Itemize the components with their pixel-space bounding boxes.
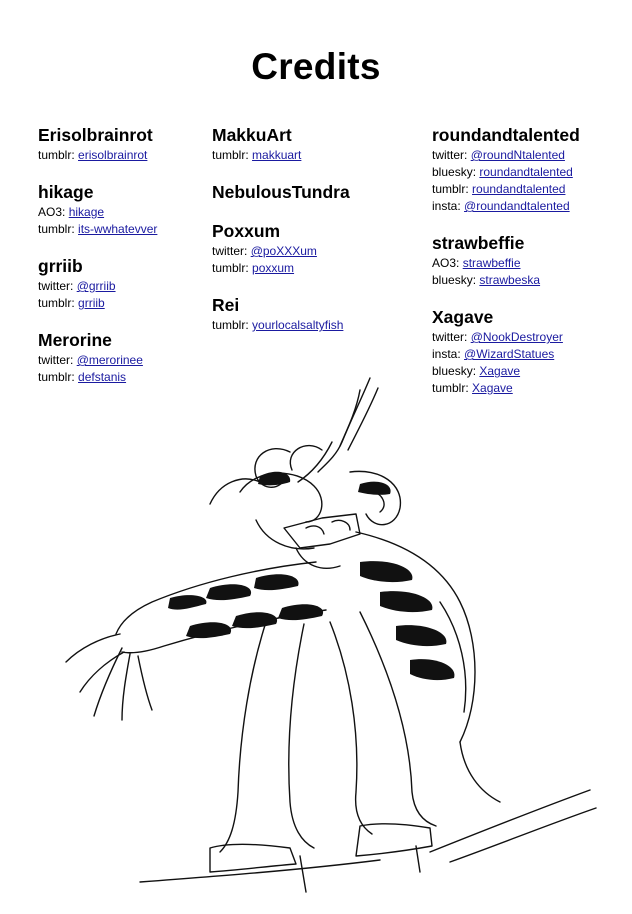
credit-entry-nebuloustundra [212,181,427,203]
site-label: insta: [432,199,461,213]
credit-link-row [38,278,203,295]
credit-entry-erisolbrainrot [38,124,203,164]
credit-link-row [212,317,427,334]
credit-link-row [432,181,622,198]
credit-entry-rei [212,294,427,334]
credit-link-row [432,255,622,272]
profile-link[interactable]: defstanis [78,370,127,384]
site-label: tumblr: [212,318,249,332]
credit-name: Merorine [38,330,112,350]
credit-name: NebulousTundra [212,182,350,202]
site-label: bluesky: [432,364,477,378]
site-label: twitter: [38,353,74,367]
credit-name: strawbeffie [432,233,525,253]
profile-link[interactable]: @grriib [76,279,116,293]
credit-link-row [432,198,622,215]
profile-link[interactable]: its-wwhatevver [78,222,158,236]
credit-link-row [38,221,203,238]
credit-entry-makkuart [212,124,427,164]
profile-link[interactable]: @poXXXum [250,244,317,258]
credit-link-row [38,147,203,164]
credit-name: hikage [38,182,94,202]
credit-entry-poxxum [212,220,427,277]
credit-name: Rei [212,295,240,315]
site-label: tumblr: [38,222,75,236]
profile-link[interactable]: roundandtalented [472,182,566,196]
credit-link-row [432,346,622,363]
credit-link-row [38,352,203,369]
credits-column-3 [432,124,622,414]
credit-link-row [432,164,622,181]
site-label: insta: [432,347,461,361]
profile-link[interactable]: makkuart [252,148,302,162]
profile-link[interactable]: Xagave [479,364,521,378]
character-illustration [60,372,600,904]
credit-entry-hikage [38,181,203,238]
profile-link[interactable]: @NookDestroyer [470,330,563,344]
credit-name: Erisolbrainrot [38,125,153,145]
profile-link[interactable]: @merorinee [76,353,143,367]
profile-link[interactable]: poxxum [252,261,295,275]
site-label: bluesky: [432,273,477,287]
credit-name: MakkuArt [212,125,292,145]
page-title: Credits [251,46,381,87]
profile-link[interactable]: @roundNtalented [470,148,565,162]
credit-link-row [432,272,622,289]
credit-entry-strawbeffie [432,232,622,289]
credit-name: Poxxum [212,221,281,241]
site-label: AO3: [432,256,460,270]
site-label: bluesky: [432,165,477,179]
site-label: tumblr: [38,296,75,310]
profile-link[interactable]: grriib [78,296,105,310]
profile-link[interactable]: erisolbrainrot [78,148,148,162]
credit-entry-grriib [38,255,203,312]
credit-link-row [212,260,427,277]
profile-link[interactable]: roundandtalented [479,165,573,179]
credit-entry-roundandtalented [432,124,622,215]
profile-link[interactable]: hikage [68,205,105,219]
credits-column-2 [212,124,427,351]
credits-column-1 [38,124,203,403]
credit-link-row [212,147,427,164]
credit-name: roundandtalented [432,125,580,145]
site-label: tumblr: [212,148,249,162]
site-label: twitter: [432,330,468,344]
site-label: tumblr: [432,381,469,395]
credit-name: Xagave [432,307,494,327]
site-label: tumblr: [38,370,75,384]
site-label: twitter: [38,279,74,293]
profile-link[interactable]: @WizardStatues [464,347,555,361]
profile-link[interactable]: yourlocalsaltyfish [252,318,344,332]
credit-link-row [432,329,622,346]
site-label: twitter: [432,148,468,162]
credit-link-row [432,147,622,164]
site-label: tumblr: [212,261,249,275]
profile-link[interactable]: strawbeffie [462,256,521,270]
site-label: tumblr: [38,148,75,162]
profile-link[interactable]: @roundandtalented [464,199,570,213]
profile-link[interactable]: Xagave [472,381,513,395]
site-label: twitter: [212,244,248,258]
site-label: tumblr: [432,182,469,196]
credit-name: grriib [38,256,83,276]
credit-link-row [38,204,203,221]
site-label: AO3: [38,205,66,219]
profile-link[interactable]: strawbeska [479,273,541,287]
credit-link-row [212,243,427,260]
credit-link-row [38,295,203,312]
